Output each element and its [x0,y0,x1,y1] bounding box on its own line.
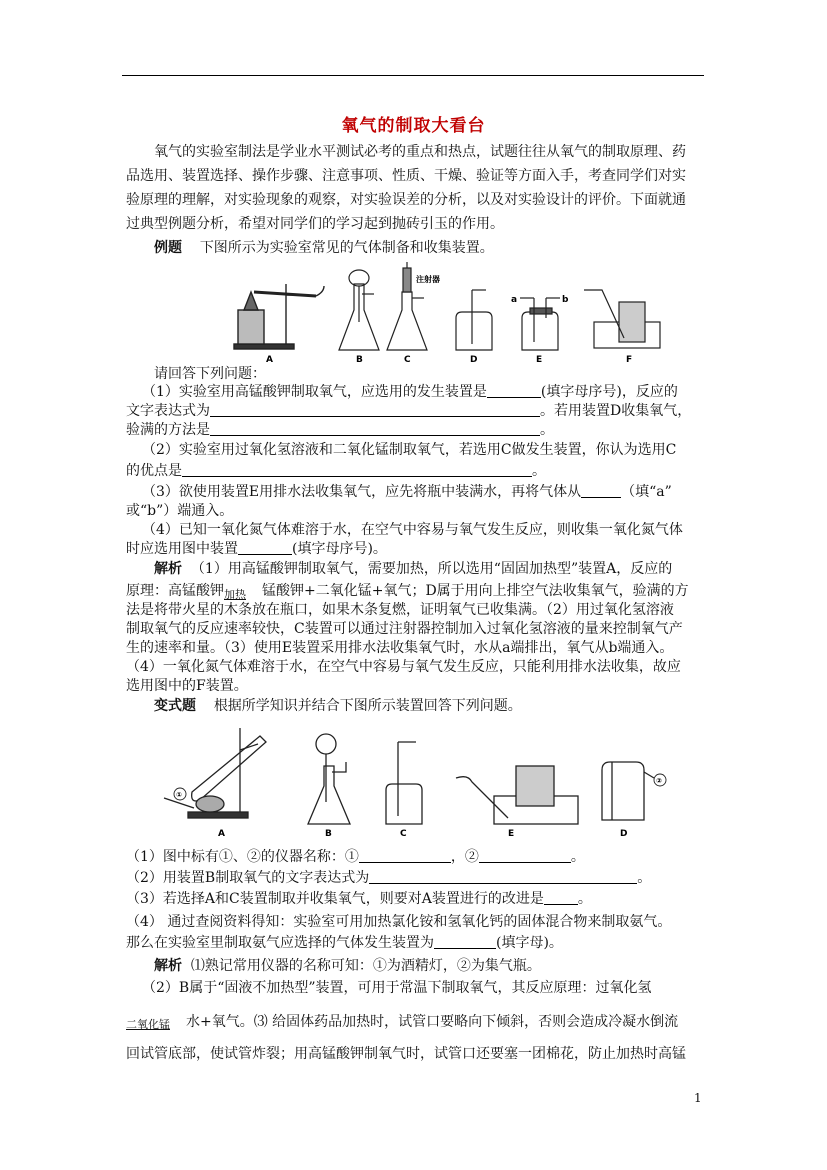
analysis2-line-3 [126,1013,706,1031]
figure-label-a: A [266,355,273,365]
example-apparatus-svg [224,262,664,366]
example-q1-line-2 [126,402,706,420]
example-q1-line-3 [126,421,706,439]
variant-figure-label-e: E [508,829,515,839]
analysis2-label: 解析 [154,958,182,974]
example-q1-blank-device[interactable] [487,384,541,398]
example-q2-line-2 [126,462,706,480]
page-number: 1 [694,1091,702,1105]
example-q3-line-1 [126,483,722,501]
example-q3-blank-port[interactable] [581,484,621,498]
intro-line-3: 验原理的理解，对实验现象的观察，对实验误差的分析，以及对实验设计的评价。下面就通 [126,192,686,208]
analysis1-text-2a: 原理：高锰酸钾 [126,583,224,599]
example-q1-text-c: 文字表达式为 [126,403,210,419]
example-q1-blank-equation[interactable] [210,403,540,417]
analysis1-label: 解析 [154,561,182,577]
variant-q4-text-c: (填字母)。 [496,935,563,951]
variant-q2-text-b: 。 [637,870,652,886]
variant-q1-text-a: （1）图中标有①、②的仪器名称：① [126,849,359,865]
example-label: 例题 [154,240,182,256]
analysis1-line-2 [126,582,706,600]
mark-2-label: ② [656,777,662,785]
example-q1-text-d: 。若用装置D收集氧气， [540,403,692,419]
variant-figure-label-b: B [325,829,332,839]
port-b-label: b [562,295,569,305]
variant-figure-label-a: A [218,829,225,839]
example-apparatus-figure [224,262,664,366]
analysis2-line-4: 回试管底部，使试管炸裂；用高锰酸钾制氧气时，试管口还要塞一团棉花，防止加热时高锰 [126,1046,686,1062]
reaction-condition-catalyst-text: 二氧化锰 [126,1018,170,1031]
variant-q4-blank[interactable] [434,935,496,949]
variant-q4-text-b: 那么在实验室里制取氨气应选择的气体发生装置为 [126,935,434,951]
example-q4-line-1: （4）已知一氧化氮气体难溶于水，在空气中容易与氧气发生反应，则收集一氧化氮气体 [142,522,683,538]
example-q1-text-e: 验满的方法是 [126,422,210,438]
example-q1-blank-method[interactable] [210,422,540,436]
analysis2-line-1 [126,957,734,975]
variant-q1-blank-2[interactable] [479,849,571,863]
analysis1-line-7: 选用图中的F装置。 [126,678,248,694]
analysis1-line-6: （4）一氧化氮气体难溶于水，在空气中容易与氧气发生反应，只能利用排水法收集，故应 [126,659,681,675]
example-heading [126,239,734,257]
example-q1-line-1 [126,383,722,401]
mark-1-label: ① [176,791,182,799]
variant-q1-line [126,848,706,866]
variant-text: 根据所学知识并结合下图所示装置回答下列问题。 [213,698,522,714]
example-text: 下图所示为实验室常见的气体制备和收集装置。 [199,240,494,256]
variant-q3-blank[interactable] [544,891,578,905]
example-q4-text-b: 时应选用图中装置 [126,541,238,557]
analysis1-line-5: 生的速率和量。（3）使用E装置采用排水法收集氧气时，水从a端排出，氧气从b端通入。 [126,640,674,656]
syringe-label: 注射器 [416,275,440,284]
analysis1-line-3: 法是将带火星的木条放在瓶口，如果木条复燃，证明氧气已收集满。（2）用过氧化氢溶液 [126,602,674,618]
figure-label-c: C [404,355,411,365]
intro-line-1: 氧气的实验室制法是学业水平测试必考的重点和热点，试题往往从氧气的制取原理、药 [154,144,686,160]
figure-label-e: E [536,355,543,365]
variant-label: 变式题 [154,698,196,714]
analysis2-text-1: ⑴熟记常用仪器的名称可知：①为酒精灯，②为集气瓶。 [190,958,541,974]
example-q2-text-b: 的优点是 [126,463,182,479]
example-q4-blank-device[interactable] [238,541,292,555]
example-q3-text-b: （填“a” [621,484,672,500]
variant-q3-text-a: （3）若选择A和C装置制取并收集氧气，则要对A装置进行的改进是 [126,891,544,907]
example-q1-text-a: （1）实验室用高锰酸钾制取氧气，应选用的发生装置是 [142,384,487,400]
analysis1-line-1 [126,560,734,578]
reaction-condition-heat-text: 加热 [224,588,246,601]
example-q4-text-c: (填字母序号)。 [292,541,387,557]
example-q3-text-a: （3）欲使用装置E用排水法收集氧气，应先将瓶中装满水，再将气体从 [142,484,582,500]
variant-apparatus-figure [160,722,700,840]
example-q1-text-f: 。 [540,422,554,438]
variant-figure-label-c: C [400,829,407,839]
example-q3-line-2: 或“b”）端通入。 [126,503,234,519]
example-q4-line-2 [126,540,706,558]
figure-label-f: F [626,355,633,365]
figure-label-b: B [356,355,363,365]
analysis1-text-2b: 锰酸钾+二氧化锰+氧气；D属于用向上排空气法收集氧气，验满的方 [262,583,689,599]
example-prompt: 请回答下列问题： [154,366,266,382]
example-q2-line-1: （2）实验室用过氧化氢溶液和二氧化锰制取氧气，若选用C做发生装置，你认为选用C [142,442,677,458]
variant-q3-line [126,890,706,908]
analysis2-line-2: （2）B属于“固液不加热型”装置，可用于常温下制取氧气，其反应原理：过氧化氢 [142,980,652,996]
variant-apparatus-svg [160,722,700,840]
variant-q1-text-b: ，② [450,849,479,865]
analysis1-line-4: 制取氧气的反应速率较快，C装置可以通过注射器控制加入过氧化氢溶液的量来控制氧气产 [126,621,683,637]
variant-q1-text-c: 。 [570,849,585,865]
example-q2-text-c: 。 [532,463,546,479]
analysis1-text-1: （1）用高锰酸钾制取氧气，需要加热，所以选用“固固加热型”装置A，反应的 [190,561,673,577]
variant-heading [126,697,734,715]
variant-q2-line [126,869,706,887]
figure-label-d: D [470,355,478,365]
variant-figure-label-d: D [620,829,628,839]
analysis2-text-3b: 水+氧气。⑶ 给固体药品加热时，试管口要略向下倾斜，否则会造成冷凝水倒流 [186,1014,679,1030]
intro-line-4: 过典型例题分析，希望对同学们的学习起到抛砖引玉的作用。 [126,216,504,232]
variant-q3-text-b: 。 [577,891,592,907]
example-q2-blank-advantage[interactable] [182,463,532,477]
variant-q2-blank[interactable] [369,870,637,884]
variant-q1-blank-1[interactable] [359,849,451,863]
port-a-label: a [511,295,518,305]
variant-q4-line-2 [126,934,706,952]
intro-line-2: 品选用、装置选择、操作步骤、注意事项、性质、干燥、验证等方面入手，考查同学们对实 [126,168,686,184]
example-q1-text-b: (填字母序号)，反应的 [540,384,678,400]
variant-q2-text-a: （2）用装置B制取氧气的文字表达式为 [126,870,370,886]
variant-q4-line-1: （4） 通过查阅资料得知：实验室可用加热氯化铵和氢氧化钙的固体混合物来制取氨气。 [126,914,672,930]
header-rule [122,75,704,76]
page-title: 氧气的制取大看台 [341,116,486,136]
